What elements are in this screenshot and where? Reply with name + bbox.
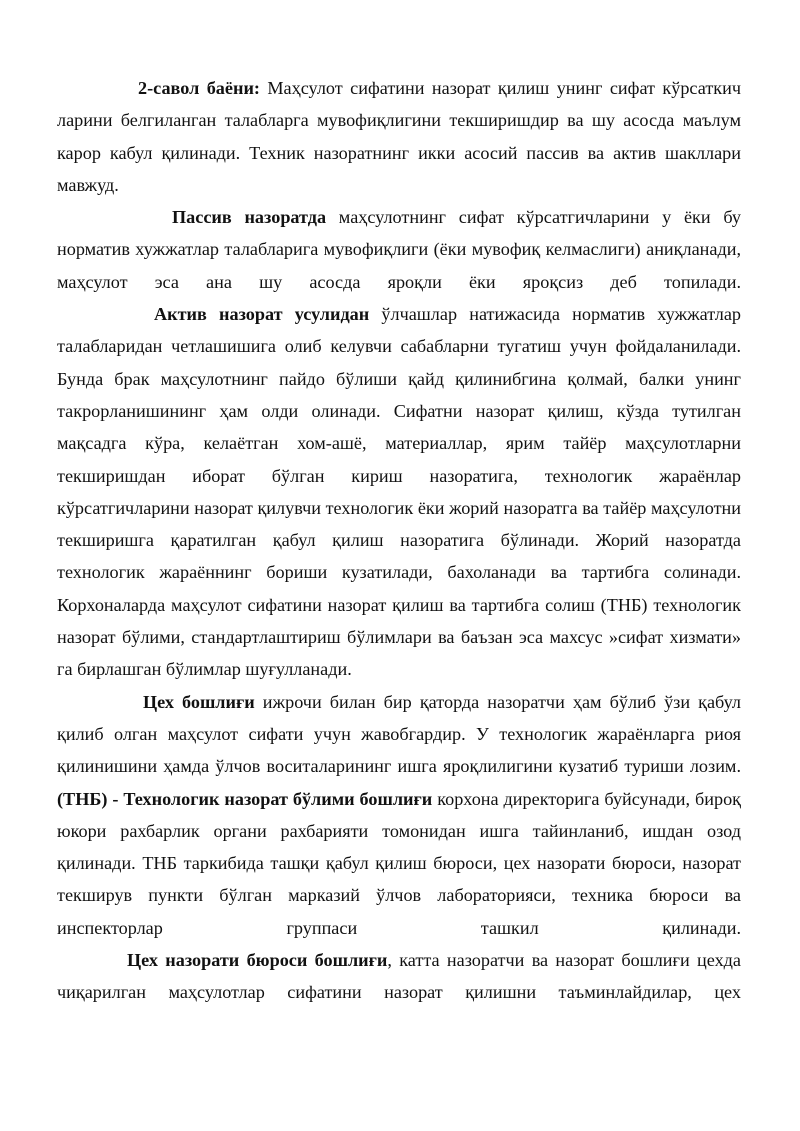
paragraph-heading: Цех назорати бюроси бошлиғи	[127, 950, 388, 971]
paragraph-text: ижрочи билан бир қаторда назоратчи ҳам бўлиб ўзи қабул қилиб олган маҳсулот сифати учун жавобгардир. У технологик жараёнларга риоя қилинишини ҳамда ўлчов воситаларининг ишга яроқлилигини кузатиб туриши лозим.	[57, 691, 741, 777]
paragraph-heading: Цех бошлиғи	[143, 691, 255, 712]
paragraph-text-continued: корхона директорига буйсунади, бироқ юкори рахбарлик органи рахбарияти томонидан ишга тайинланиб, ишдан озод қилинади. ТНБ таркибида ташқи қабул қилиш бюроси, цех назорати бюроси, назорат текширув пункти бўлган марказий ўлчов лабораторияси, техника бюроси ва инспекторлар группаси ташкил қилинади.	[57, 788, 741, 938]
paragraph-passive-control	[57, 201, 741, 298]
paragraph-text: маҳсулотнинг сифат кўрсатгичларини у ёки бу норматив хужжатлар талабларига мувофиқлиги (ёки мувофиқ келмаслиги) аниқланади, маҳсулот эса ана шу асосда яроқли ёки яроқсиз деб топилади.	[57, 207, 741, 292]
paragraph-question-2	[57, 72, 741, 201]
paragraph-heading: Пассив назоратда	[172, 207, 327, 228]
paragraph-text: , катта назоратчи ва назорат бошлиғи цехда чиқарилган маҳсулотлар сифатини назорат қилишни таъминлайдилар, цех	[57, 950, 741, 1003]
paragraph-text: Маҳсулот сифатини назорат қилиш унинг сифат кўрсаткич ларини белгиланган талабларга мувофиқлигини текширишдир ва шу асосда маълум карор кабул қилинади. Техник назоратнинг икки асосий пассив ва актив шакллари мавжуд.	[57, 78, 741, 195]
paragraph-text: ўлчашлар натижасида норматив хужжатлар талабларидан четлашишига олиб келувчи сабабларни тугатиш учун фойдаланилади. Бунда брак маҳсулотнинг пайдо бўлиши қайд қилинибгина қолмай, балки унинг такрорланишининг ҳам олди олинади. Сифатни назорат қилиш, кўзда тутилган мақсадга кўра, келаётган хом-ашё, материаллар, ярим тайёр маҳсулотларни текширишдан иборат бўлган кириш назоратига, технологик жараёнлар кўрсатгичларини назорат қилувчи технологик ёки жорий назоратга ва тайёр маҳсулотни текширишга қаратилган қабул қилиш назоратига бўлинади. Жорий назоратда технологик жараённинг бориши кузатилади, бахоланади ва тартибга солинади. Корхоналарда маҳсулот сифатини назорат қилиш ва тартибга солиш (ТНБ) технологик назорат бўлими, стандартлаштириш бўлимлари ва баъзан эса махсус »сифат хизмати» га бирлашган бўлимлар шуғулланади.	[57, 304, 741, 680]
paragraph-subheading: (ТНБ) - Технологик назорат бўлими бошлиғи	[57, 788, 433, 809]
paragraph-heading: Актив назорат усулидан	[154, 304, 370, 325]
paragraph-active-control	[57, 298, 741, 686]
paragraph-shop-head	[57, 686, 741, 944]
paragraph-heading: 2-савол баёни:	[138, 78, 260, 98]
paragraph-shop-control-bureau	[57, 944, 741, 1009]
document-page	[57, 72, 741, 1009]
